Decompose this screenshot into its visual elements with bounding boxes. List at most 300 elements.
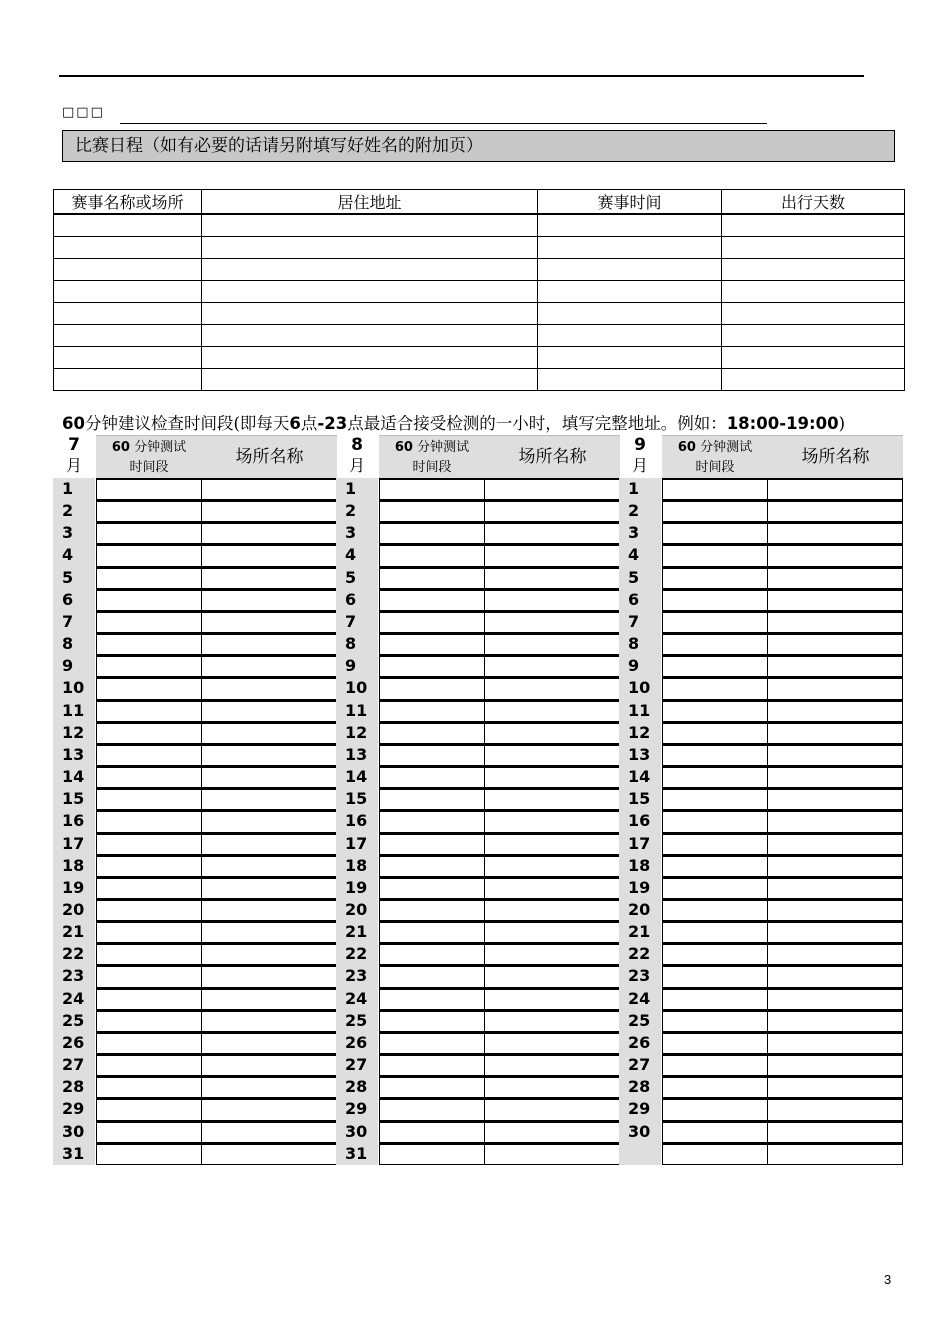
venue-cell[interactable] — [768, 522, 903, 544]
event-schedule-table — [53, 189, 905, 391]
venue-cell[interactable] — [485, 833, 620, 855]
venue-cell[interactable] — [485, 500, 620, 522]
venue-cell[interactable] — [485, 855, 620, 877]
venue-cell[interactable] — [202, 1010, 337, 1032]
venue-cell[interactable] — [202, 1121, 337, 1143]
venue-cell[interactable] — [485, 899, 620, 921]
day-number: 31 — [345, 1143, 368, 1163]
venue-cell[interactable] — [202, 700, 337, 722]
time-slot-cell[interactable] — [662, 1121, 768, 1143]
event-table-cell[interactable] — [202, 214, 538, 237]
time-slot-number: 60 — [394, 440, 413, 455]
day-row — [336, 855, 620, 877]
event-table-cell[interactable] — [722, 347, 905, 369]
venue-cell[interactable] — [202, 589, 337, 611]
day-number: 2 — [345, 501, 357, 521]
time-slot-cell[interactable] — [96, 1010, 202, 1032]
time-slot-cell[interactable] — [662, 877, 768, 899]
venue-cell[interactable] — [485, 677, 620, 699]
time-slot-cell[interactable] — [379, 1121, 485, 1143]
day-number: 11 — [345, 700, 368, 720]
event-table-cell[interactable] — [722, 259, 905, 281]
time-slot-cell[interactable] — [379, 1032, 485, 1054]
venue-cell[interactable] — [768, 478, 903, 500]
time-slot-cell[interactable] — [96, 833, 202, 855]
time-slot-cell[interactable] — [96, 722, 202, 744]
time-slot-cell[interactable] — [96, 766, 202, 788]
venue-cell[interactable] — [485, 611, 620, 633]
event-table-cell[interactable] — [202, 369, 538, 391]
venue-cell[interactable] — [202, 522, 337, 544]
venue-cell[interactable] — [202, 766, 337, 788]
day-row — [53, 544, 337, 566]
time-slot-cell[interactable] — [662, 766, 768, 788]
day-number: 27 — [628, 1055, 651, 1075]
venue-cell[interactable] — [202, 788, 337, 810]
day-number: 13 — [62, 744, 85, 764]
venue-header: 场所名称 — [202, 435, 337, 478]
day-number: 20 — [628, 899, 651, 919]
venue-cell[interactable] — [202, 722, 337, 744]
event-table-cell[interactable] — [722, 237, 905, 259]
event-table-cell[interactable] — [202, 259, 538, 281]
venue-cell[interactable] — [202, 965, 337, 987]
venue-cell[interactable] — [485, 722, 620, 744]
venue-cell[interactable] — [768, 544, 903, 566]
event-table-row — [54, 325, 905, 347]
time-slot-cell[interactable] — [662, 855, 768, 877]
event-table-cell[interactable] — [538, 347, 722, 369]
time-slot-cell[interactable] — [662, 567, 768, 589]
day-row — [53, 943, 337, 965]
time-slot-cell[interactable] — [662, 611, 768, 633]
time-slot-cell[interactable] — [96, 788, 202, 810]
time-slot-cell[interactable] — [96, 589, 202, 611]
day-row — [619, 1032, 903, 1054]
day-number: 31 — [62, 1143, 85, 1163]
day-number: 15 — [628, 789, 651, 809]
time-slot-cell[interactable] — [96, 677, 202, 699]
column-header: 赛事时间 — [538, 190, 722, 215]
day-number: 20 — [62, 899, 85, 919]
venue-cell[interactable] — [202, 921, 337, 943]
time-slot-cell[interactable] — [96, 899, 202, 921]
time-slot-cell[interactable] — [379, 833, 485, 855]
day-row — [619, 700, 903, 722]
time-slot-cell[interactable] — [379, 722, 485, 744]
time-slot-cell[interactable] — [379, 478, 485, 500]
event-table-row — [54, 347, 905, 369]
day-number: 6 — [345, 589, 357, 609]
venue-cell[interactable] — [202, 567, 337, 589]
month-char: 月 — [348, 456, 365, 475]
time-slot-cell[interactable] — [379, 988, 485, 1010]
time-slot-cell[interactable] — [379, 1143, 485, 1165]
time-slot-cell[interactable] — [662, 1098, 768, 1120]
day-row — [619, 1010, 903, 1032]
event-table-cell[interactable] — [722, 281, 905, 303]
time-slot-cell[interactable] — [379, 567, 485, 589]
venue-cell[interactable] — [485, 522, 620, 544]
venue-cell[interactable] — [768, 1076, 903, 1098]
time-slot-cell[interactable] — [379, 877, 485, 899]
day-row — [53, 877, 337, 899]
time-slot-label: 分钟测试 — [129, 440, 187, 455]
event-table-cell[interactable] — [54, 237, 202, 259]
time-slot-cell[interactable] — [379, 655, 485, 677]
day-number: 25 — [628, 1010, 651, 1030]
venue-cell[interactable] — [202, 1054, 337, 1076]
day-number: 5 — [345, 567, 357, 587]
time-slot-cell[interactable] — [96, 921, 202, 943]
venue-cell[interactable] — [485, 1098, 620, 1120]
event-table-cell[interactable] — [54, 347, 202, 369]
venue-cell[interactable] — [202, 833, 337, 855]
time-slot-cell[interactable] — [662, 943, 768, 965]
time-slot-cell[interactable] — [379, 921, 485, 943]
day-row — [336, 1076, 620, 1098]
event-table-cell[interactable] — [202, 281, 538, 303]
time-slot-cell[interactable] — [379, 810, 485, 832]
time-slot-cell[interactable] — [96, 810, 202, 832]
venue-cell[interactable] — [485, 766, 620, 788]
venue-cell[interactable] — [202, 677, 337, 699]
venue-cell[interactable] — [768, 988, 903, 1010]
venue-cell[interactable] — [485, 877, 620, 899]
venue-cell[interactable] — [485, 700, 620, 722]
time-slot-cell[interactable] — [96, 655, 202, 677]
day-number: 30 — [62, 1121, 85, 1141]
venue-cell[interactable] — [768, 965, 903, 987]
day-row — [336, 965, 620, 987]
venue-cell[interactable] — [485, 1054, 620, 1076]
venue-cell[interactable] — [485, 1143, 620, 1165]
event-table-cell[interactable] — [538, 303, 722, 325]
day-number: 27 — [62, 1055, 85, 1075]
time-slot-cell[interactable] — [96, 567, 202, 589]
time-slot-cell[interactable] — [662, 810, 768, 832]
day-row — [619, 899, 903, 921]
venue-cell[interactable] — [202, 855, 337, 877]
time-slot-cell[interactable] — [96, 855, 202, 877]
hint-number: -23 — [317, 414, 348, 433]
venue-cell[interactable] — [202, 1143, 337, 1165]
venue-cell[interactable] — [485, 988, 620, 1010]
venue-cell[interactable] — [768, 810, 903, 832]
time-slot-cell[interactable] — [96, 1032, 202, 1054]
venue-cell[interactable] — [485, 589, 620, 611]
venue-cell[interactable] — [485, 788, 620, 810]
time-slot-cell[interactable] — [662, 500, 768, 522]
venue-cell[interactable] — [485, 921, 620, 943]
time-slot-cell[interactable] — [96, 544, 202, 566]
venue-cell[interactable] — [768, 700, 903, 722]
time-slot-cell[interactable] — [379, 943, 485, 965]
venue-cell[interactable] — [202, 988, 337, 1010]
event-table-cell[interactable] — [538, 325, 722, 347]
day-row — [619, 921, 903, 943]
time-slot-cell[interactable] — [379, 500, 485, 522]
venue-cell[interactable] — [768, 877, 903, 899]
venue-cell[interactable] — [768, 1010, 903, 1032]
time-slot-cell[interactable] — [662, 1010, 768, 1032]
day-number: 15 — [345, 789, 368, 809]
venue-cell[interactable] — [202, 655, 337, 677]
time-slot-cell[interactable] — [379, 744, 485, 766]
time-slot-cell[interactable] — [662, 1032, 768, 1054]
venue-cell[interactable] — [768, 1032, 903, 1054]
day-row — [53, 788, 337, 810]
event-table-cell[interactable] — [54, 369, 202, 391]
venue-cell[interactable] — [768, 677, 903, 699]
venue-cell[interactable] — [485, 1076, 620, 1098]
month-number: 7 — [68, 435, 80, 455]
day-row — [619, 1121, 903, 1143]
venue-cell[interactable] — [202, 943, 337, 965]
time-slot-cell[interactable] — [96, 744, 202, 766]
event-table-cell[interactable] — [202, 325, 538, 347]
venue-cell[interactable] — [202, 611, 337, 633]
venue-cell[interactable] — [202, 899, 337, 921]
time-slot-cell[interactable] — [662, 899, 768, 921]
venue-cell[interactable] — [485, 567, 620, 589]
time-slot-cell[interactable] — [379, 1010, 485, 1032]
hint-text: 点 — [300, 414, 318, 433]
venue-cell[interactable] — [768, 500, 903, 522]
time-slot-cell[interactable] — [96, 1076, 202, 1098]
venue-cell[interactable] — [202, 877, 337, 899]
day-number: 28 — [62, 1077, 85, 1097]
time-slot-cell[interactable] — [662, 965, 768, 987]
event-table-cell[interactable] — [202, 237, 538, 259]
event-table-cell[interactable] — [54, 325, 202, 347]
venue-cell[interactable] — [485, 744, 620, 766]
time-slot-cell[interactable] — [379, 855, 485, 877]
name-label: □□□ — [62, 105, 105, 120]
time-slot-cell[interactable] — [96, 611, 202, 633]
event-table-cell[interactable] — [722, 325, 905, 347]
hint-number: 6 — [289, 414, 301, 433]
venue-cell[interactable] — [768, 766, 903, 788]
day-number: 29 — [345, 1099, 368, 1119]
time-slot-cell[interactable] — [379, 611, 485, 633]
time-slot-cell[interactable] — [662, 1143, 768, 1165]
day-row — [53, 899, 337, 921]
time-slot-cell[interactable] — [379, 700, 485, 722]
time-slot-cell[interactable] — [662, 544, 768, 566]
day-number: 22 — [345, 944, 368, 964]
time-slot-cell[interactable] — [379, 1098, 485, 1120]
venue-cell[interactable] — [768, 943, 903, 965]
time-slot-header — [379, 435, 485, 478]
event-table-cell[interactable] — [538, 281, 722, 303]
event-table-cell[interactable] — [202, 347, 538, 369]
day-number: 14 — [62, 767, 85, 787]
event-table-cell[interactable] — [54, 281, 202, 303]
hint-example: 18:00-19:00 — [726, 414, 839, 433]
day-row — [53, 633, 337, 655]
hint-text: ) — [838, 414, 846, 433]
time-slot-cell[interactable] — [96, 988, 202, 1010]
time-slot-cell[interactable] — [662, 589, 768, 611]
day-row — [619, 855, 903, 877]
venue-cell[interactable] — [768, 1054, 903, 1076]
event-table-cell[interactable] — [202, 303, 538, 325]
time-slot-cell[interactable] — [379, 677, 485, 699]
venue-cell[interactable] — [768, 722, 903, 744]
day-number: 29 — [62, 1099, 85, 1119]
venue-cell[interactable] — [768, 1143, 903, 1165]
day-row — [53, 478, 337, 500]
time-slot-cell[interactable] — [96, 1054, 202, 1076]
time-slot-cell[interactable] — [379, 1054, 485, 1076]
day-row — [619, 500, 903, 522]
day-row — [336, 1054, 620, 1076]
venue-cell[interactable] — [202, 1076, 337, 1098]
day-number: 3 — [62, 523, 74, 543]
day-row — [336, 833, 620, 855]
time-slot-cell[interactable] — [662, 1076, 768, 1098]
day-row — [53, 567, 337, 589]
event-table-cell[interactable] — [722, 214, 905, 237]
time-slot-cell[interactable] — [96, 1098, 202, 1120]
time-slot-cell[interactable] — [662, 700, 768, 722]
venue-cell[interactable] — [768, 589, 903, 611]
event-table-cell[interactable] — [538, 214, 722, 237]
time-slot-cell[interactable] — [662, 788, 768, 810]
event-table-cell[interactable] — [538, 237, 722, 259]
event-table-cell[interactable] — [538, 259, 722, 281]
time-slot-cell[interactable] — [662, 833, 768, 855]
event-table-cell[interactable] — [538, 369, 722, 391]
time-slot-cell[interactable] — [662, 1054, 768, 1076]
time-slot-cell[interactable] — [379, 899, 485, 921]
venue-cell[interactable] — [768, 788, 903, 810]
time-slot-cell[interactable] — [96, 943, 202, 965]
time-slot-cell[interactable] — [662, 744, 768, 766]
venue-cell[interactable] — [485, 943, 620, 965]
day-number: 8 — [628, 634, 640, 654]
venue-cell[interactable] — [768, 611, 903, 633]
time-slot-cell[interactable] — [662, 633, 768, 655]
time-slot-cell[interactable] — [379, 788, 485, 810]
venue-cell[interactable] — [202, 478, 337, 500]
time-slot-cell[interactable] — [662, 677, 768, 699]
time-slot-cell[interactable] — [379, 965, 485, 987]
time-slot-label: 时间段 — [129, 460, 169, 475]
venue-cell[interactable] — [485, 810, 620, 832]
day-row — [53, 965, 337, 987]
month-block — [619, 435, 903, 1141]
venue-cell[interactable] — [485, 655, 620, 677]
day-number: 14 — [345, 767, 368, 787]
day-row — [53, 1121, 337, 1143]
day-number: 21 — [628, 922, 651, 942]
time-slot-cell[interactable] — [662, 522, 768, 544]
event-table-row — [54, 259, 905, 281]
time-slot-cell[interactable] — [379, 522, 485, 544]
time-slot-cell[interactable] — [96, 965, 202, 987]
time-slot-cell[interactable] — [96, 700, 202, 722]
day-number: 4 — [62, 545, 74, 565]
venue-cell[interactable] — [768, 633, 903, 655]
day-number: 26 — [345, 1032, 368, 1052]
venue-cell[interactable] — [485, 1010, 620, 1032]
venue-cell[interactable] — [768, 567, 903, 589]
time-slot-cell[interactable] — [662, 921, 768, 943]
day-number: 24 — [628, 988, 651, 1008]
time-slot-cell[interactable] — [96, 1121, 202, 1143]
day-row — [619, 522, 903, 544]
venue-cell[interactable] — [768, 855, 903, 877]
time-slot-cell[interactable] — [96, 500, 202, 522]
venue-cell[interactable] — [202, 633, 337, 655]
day-row — [53, 921, 337, 943]
day-row — [619, 722, 903, 744]
day-row — [53, 522, 337, 544]
event-table-cell[interactable] — [54, 259, 202, 281]
time-slot-cell[interactable] — [662, 478, 768, 500]
venue-cell[interactable] — [485, 1032, 620, 1054]
venue-cell[interactable] — [768, 1098, 903, 1120]
venue-cell[interactable] — [202, 500, 337, 522]
venue-cell[interactable] — [202, 810, 337, 832]
time-slot-cell[interactable] — [96, 633, 202, 655]
venue-cell[interactable] — [202, 744, 337, 766]
time-slot-cell[interactable] — [379, 1076, 485, 1098]
day-number: 1 — [345, 479, 357, 498]
time-slot-cell[interactable] — [96, 1143, 202, 1165]
venue-cell[interactable] — [768, 921, 903, 943]
time-slot-cell[interactable] — [379, 766, 485, 788]
venue-cell[interactable] — [768, 655, 903, 677]
time-slot-cell[interactable] — [96, 877, 202, 899]
venue-cell[interactable] — [202, 544, 337, 566]
venue-cell[interactable] — [485, 633, 620, 655]
venue-cell[interactable] — [485, 1121, 620, 1143]
venue-cell[interactable] — [768, 833, 903, 855]
venue-cell[interactable] — [485, 544, 620, 566]
day-number: 10 — [345, 678, 368, 698]
time-slot-cell[interactable] — [379, 589, 485, 611]
time-slot-cell[interactable] — [662, 655, 768, 677]
day-number: 12 — [62, 722, 85, 742]
venue-cell[interactable] — [202, 1032, 337, 1054]
event-table-cell[interactable] — [54, 303, 202, 325]
day-number: 10 — [62, 678, 85, 698]
time-slot-cell[interactable] — [379, 544, 485, 566]
time-slot-label: 分钟测试 — [695, 440, 753, 455]
time-slot-cell[interactable] — [96, 478, 202, 500]
time-slot-cell[interactable] — [379, 633, 485, 655]
venue-cell[interactable] — [768, 899, 903, 921]
venue-cell[interactable] — [202, 1098, 337, 1120]
day-row — [53, 722, 337, 744]
name-input-line[interactable] — [120, 123, 767, 124]
event-table-cell[interactable] — [722, 303, 905, 325]
time-slot-cell[interactable] — [662, 722, 768, 744]
event-table-cell[interactable] — [54, 214, 202, 237]
venue-cell[interactable] — [485, 478, 620, 500]
time-slot-cell[interactable] — [662, 988, 768, 1010]
day-number: 30 — [345, 1121, 368, 1141]
venue-cell[interactable] — [768, 1121, 903, 1143]
venue-cell[interactable] — [768, 744, 903, 766]
venue-cell[interactable] — [485, 965, 620, 987]
time-slot-cell[interactable] — [96, 522, 202, 544]
event-table-cell[interactable] — [722, 369, 905, 391]
day-row — [619, 988, 903, 1010]
